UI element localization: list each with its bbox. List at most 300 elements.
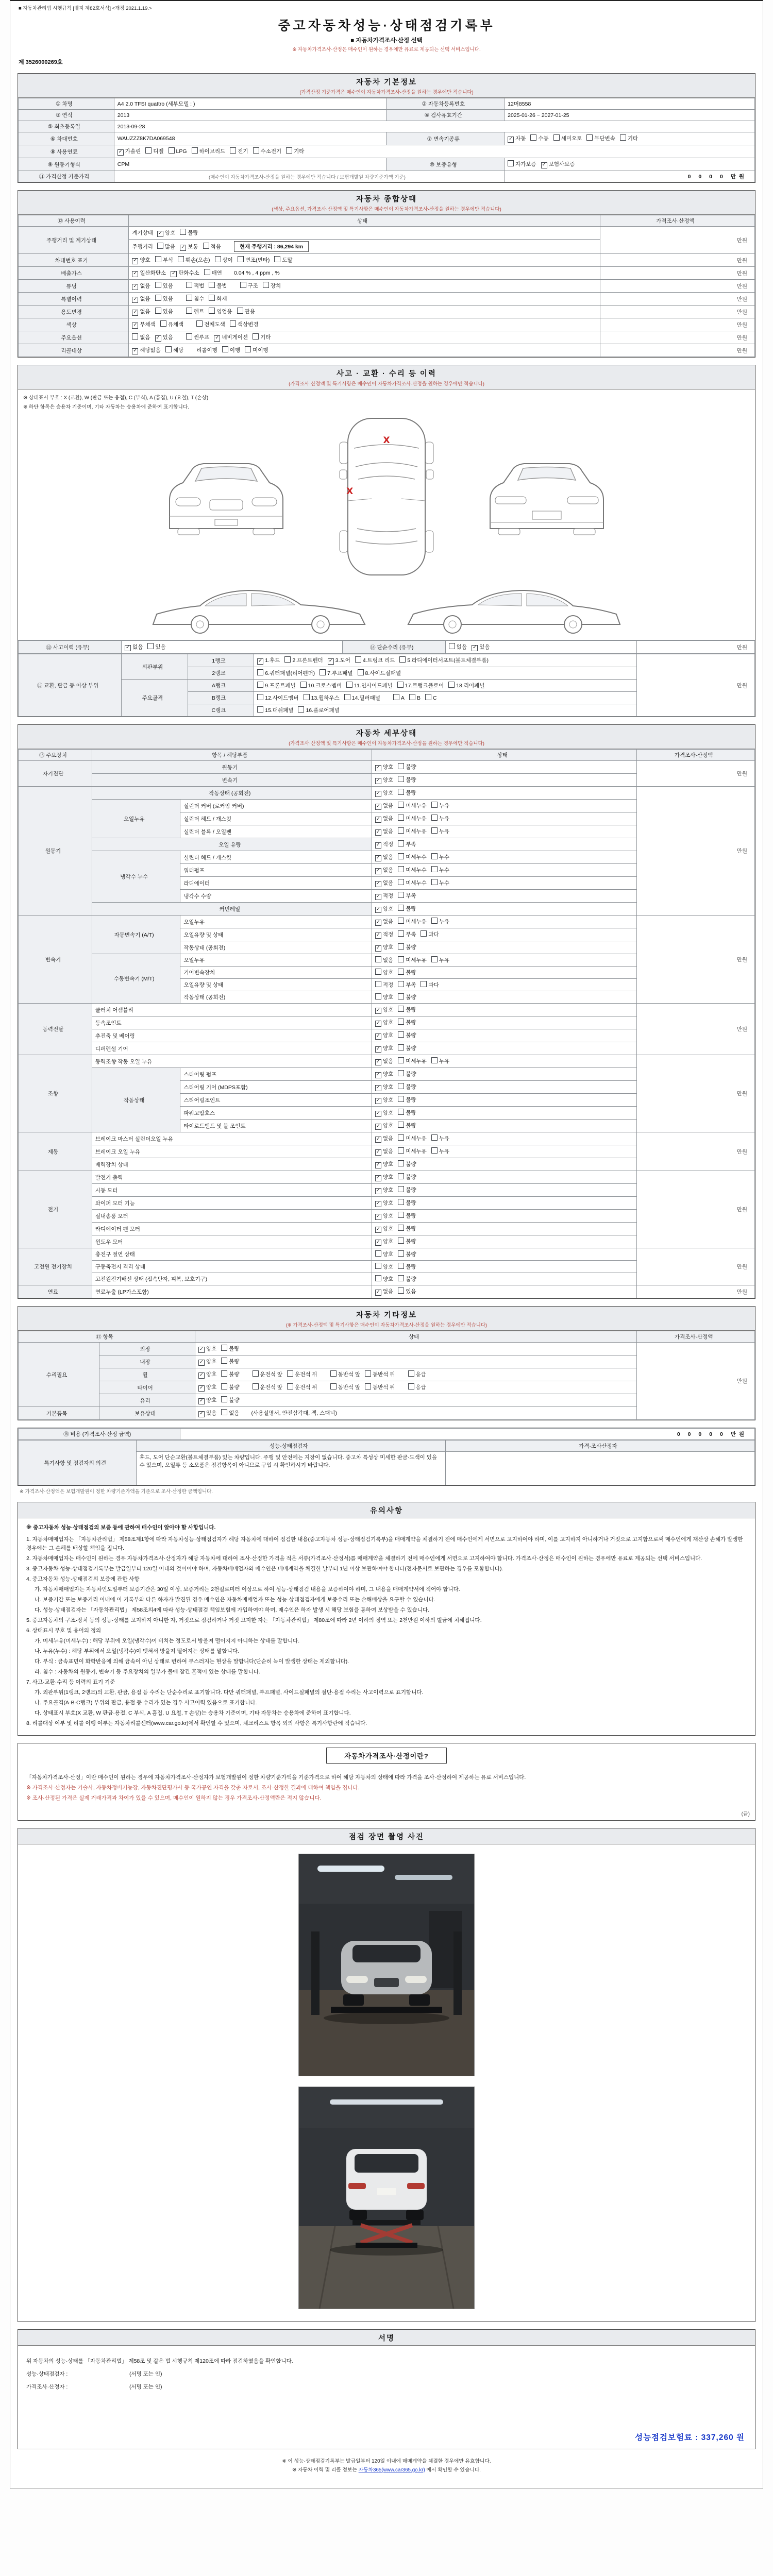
checkbox-option[interactable] — [257, 656, 280, 665]
checkbox[interactable] — [472, 645, 478, 651]
checkbox-option[interactable] — [237, 308, 255, 315]
checkbox[interactable] — [375, 842, 381, 849]
checkbox[interactable] — [355, 656, 361, 663]
checkbox-option[interactable] — [375, 1225, 393, 1233]
checkbox-option[interactable] — [221, 1370, 239, 1378]
checkbox[interactable] — [398, 1212, 404, 1218]
checkbox[interactable] — [375, 1008, 381, 1014]
checkbox[interactable] — [398, 802, 404, 808]
checkbox[interactable] — [375, 1137, 381, 1143]
checkbox[interactable] — [180, 245, 186, 251]
checkbox-option[interactable] — [375, 1096, 393, 1104]
checkbox[interactable] — [541, 162, 547, 168]
checkbox-option[interactable] — [375, 1031, 393, 1040]
checkbox-option[interactable] — [398, 1057, 427, 1065]
checkbox[interactable] — [198, 1385, 205, 1392]
checkbox[interactable] — [398, 956, 404, 962]
checkbox[interactable] — [398, 1238, 404, 1244]
checkbox[interactable] — [155, 295, 161, 301]
checkbox-option[interactable] — [145, 147, 163, 155]
checkbox-option[interactable] — [230, 147, 248, 155]
checkbox-option[interactable] — [375, 763, 393, 771]
checkbox[interactable] — [375, 1059, 381, 1065]
checkbox-option[interactable] — [431, 853, 449, 861]
checkbox[interactable] — [553, 134, 560, 141]
checkbox[interactable] — [171, 271, 177, 277]
checkbox-option[interactable] — [375, 1109, 393, 1117]
checkbox[interactable] — [198, 1398, 205, 1404]
checkbox-option[interactable] — [375, 827, 393, 836]
checkbox-option[interactable] — [132, 320, 155, 329]
checkbox[interactable] — [155, 335, 161, 342]
checkbox[interactable] — [245, 346, 251, 352]
checkbox[interactable] — [431, 1134, 438, 1141]
checkbox-option[interactable] — [398, 1173, 416, 1181]
checkbox[interactable] — [375, 817, 381, 823]
checkbox-option[interactable] — [155, 282, 173, 290]
checkbox-option[interactable] — [155, 308, 173, 315]
checkbox[interactable] — [304, 694, 310, 700]
checkbox-option[interactable] — [586, 134, 615, 142]
checkbox-option[interactable] — [375, 1160, 393, 1168]
checkbox[interactable] — [240, 282, 246, 288]
checkbox[interactable] — [132, 310, 138, 316]
checkbox-option[interactable] — [398, 1070, 416, 1078]
checkbox[interactable] — [409, 694, 415, 700]
checkbox-option[interactable] — [375, 969, 393, 976]
checkbox-option[interactable] — [398, 815, 427, 822]
checkbox[interactable] — [375, 1188, 381, 1194]
checkbox-option[interactable] — [253, 1370, 283, 1378]
checkbox[interactable] — [375, 1124, 381, 1130]
checkbox[interactable] — [180, 229, 186, 235]
checkbox[interactable] — [221, 1409, 227, 1415]
checkbox-option[interactable] — [375, 1173, 393, 1181]
checkbox-option[interactable] — [286, 147, 304, 155]
checkbox[interactable] — [398, 840, 404, 846]
checkbox-option[interactable] — [398, 918, 427, 925]
checkbox-option[interactable] — [398, 789, 416, 796]
checkbox-option[interactable] — [304, 694, 340, 702]
checkbox[interactable] — [132, 348, 138, 354]
checkbox[interactable] — [186, 295, 192, 301]
checkbox[interactable] — [375, 894, 381, 900]
checkbox-option[interactable] — [198, 1370, 216, 1379]
checkbox-option[interactable] — [192, 147, 226, 155]
checkbox-option[interactable] — [328, 656, 350, 665]
checkbox-option[interactable] — [398, 802, 427, 809]
checkbox[interactable] — [375, 1201, 381, 1207]
checkbox-option[interactable] — [398, 776, 416, 784]
checkbox-option[interactable] — [375, 802, 393, 810]
checkbox-option[interactable] — [431, 1057, 449, 1065]
checkbox-option[interactable] — [448, 682, 484, 689]
checkbox[interactable] — [398, 776, 404, 782]
checkbox[interactable] — [375, 804, 381, 810]
checkbox[interactable] — [198, 1347, 205, 1353]
checkbox-option[interactable] — [257, 682, 295, 689]
checkbox-option[interactable] — [157, 229, 175, 237]
checkbox[interactable] — [393, 694, 399, 700]
checkbox[interactable] — [203, 243, 209, 249]
checkbox[interactable] — [186, 282, 192, 288]
checkbox[interactable] — [132, 323, 138, 329]
checkbox-option[interactable] — [155, 295, 173, 302]
checkbox[interactable] — [375, 1240, 381, 1246]
checkbox[interactable] — [198, 1372, 205, 1379]
checkbox-option[interactable] — [398, 1199, 416, 1207]
checkbox[interactable] — [257, 669, 263, 675]
checkbox-option[interactable] — [245, 346, 268, 354]
checkbox[interactable] — [530, 134, 536, 141]
checkbox-option[interactable] — [358, 669, 401, 677]
checkbox[interactable] — [375, 829, 381, 836]
checkbox-option[interactable] — [186, 333, 209, 341]
checkbox-option[interactable] — [375, 993, 393, 1001]
checkbox-option[interactable] — [375, 1238, 393, 1246]
checkbox-option[interactable] — [198, 1345, 216, 1353]
checkbox-option[interactable] — [215, 256, 233, 264]
checkbox-option[interactable] — [541, 160, 575, 168]
checkbox-option[interactable] — [117, 147, 141, 156]
checkbox[interactable] — [160, 320, 166, 327]
checkbox[interactable] — [398, 1275, 404, 1281]
checkbox-option[interactable] — [375, 1199, 393, 1207]
checkbox[interactable] — [365, 1370, 371, 1377]
checkbox[interactable] — [284, 656, 291, 663]
checkbox[interactable] — [398, 918, 404, 924]
checkbox-option[interactable] — [530, 134, 548, 142]
checkbox-option[interactable] — [408, 1383, 426, 1391]
checkbox-option[interactable] — [398, 1096, 416, 1104]
checkbox-option[interactable] — [398, 1006, 416, 1013]
checkbox[interactable] — [586, 134, 593, 141]
checkbox[interactable] — [221, 1370, 227, 1377]
checkbox-option[interactable] — [204, 269, 222, 277]
checkbox[interactable] — [375, 1275, 381, 1281]
checkbox-option[interactable] — [375, 840, 393, 849]
checkbox-option[interactable] — [186, 282, 204, 290]
checkbox-option[interactable] — [263, 282, 281, 290]
checkbox-option[interactable] — [253, 333, 271, 341]
checkbox[interactable] — [398, 1044, 404, 1050]
checkbox-option[interactable] — [221, 1383, 239, 1391]
checkbox-option[interactable] — [431, 879, 449, 887]
checkbox-option[interactable] — [398, 1019, 416, 1026]
checkbox-option[interactable] — [155, 333, 173, 342]
checkbox[interactable] — [375, 956, 381, 962]
checkbox[interactable] — [165, 346, 172, 352]
checkbox-option[interactable] — [132, 295, 150, 303]
checkbox-option[interactable] — [257, 706, 293, 714]
checkbox[interactable] — [346, 682, 352, 688]
checkbox-option[interactable] — [398, 1263, 416, 1270]
checkbox[interactable] — [132, 258, 138, 264]
checkbox[interactable] — [375, 1033, 381, 1040]
checkbox-option[interactable] — [398, 1134, 427, 1142]
checkbox-option[interactable] — [472, 643, 490, 651]
checkbox-option[interactable] — [398, 1031, 416, 1039]
checkbox[interactable] — [375, 1072, 381, 1078]
checkbox-option[interactable] — [375, 1275, 393, 1283]
checkbox[interactable] — [155, 308, 161, 314]
checkbox-option[interactable] — [398, 1122, 416, 1129]
checkbox-option[interactable] — [399, 656, 489, 664]
checkbox-option[interactable] — [330, 1383, 361, 1391]
checkbox[interactable] — [431, 879, 438, 885]
checkbox-option[interactable] — [320, 669, 352, 677]
checkbox[interactable] — [375, 778, 381, 784]
checkbox-option[interactable] — [209, 308, 232, 315]
checkbox-option[interactable] — [398, 879, 427, 887]
checkbox[interactable] — [431, 802, 438, 808]
checkbox[interactable] — [375, 881, 381, 887]
checkbox-option[interactable] — [398, 943, 416, 951]
checkbox[interactable] — [330, 1383, 337, 1389]
checkbox-option[interactable] — [398, 1147, 427, 1155]
checkbox[interactable] — [132, 284, 138, 290]
checkbox-option[interactable] — [375, 892, 393, 900]
checkbox[interactable] — [431, 853, 438, 859]
checkbox[interactable] — [398, 905, 404, 911]
checkbox-option[interactable] — [409, 694, 421, 701]
checkbox[interactable] — [286, 147, 292, 154]
checkbox-option[interactable] — [421, 981, 439, 989]
checkbox[interactable] — [196, 320, 203, 327]
checkbox-option[interactable] — [398, 930, 416, 938]
checkbox[interactable] — [398, 930, 404, 937]
checkbox-option[interactable] — [375, 1250, 393, 1258]
checkbox[interactable] — [132, 297, 138, 303]
checkbox[interactable] — [198, 1411, 205, 1417]
checkbox-option[interactable] — [431, 802, 449, 809]
checkbox[interactable] — [300, 682, 307, 688]
checkbox-option[interactable] — [398, 905, 416, 912]
checkbox-option[interactable] — [132, 282, 150, 290]
checkbox[interactable] — [375, 1046, 381, 1053]
checkbox[interactable] — [132, 271, 138, 277]
checkbox-option[interactable] — [375, 1186, 393, 1194]
checkbox-option[interactable] — [222, 346, 240, 354]
checkbox[interactable] — [399, 656, 406, 663]
checkbox[interactable] — [431, 1057, 438, 1063]
checkbox-option[interactable] — [186, 308, 204, 315]
checkbox[interactable] — [375, 920, 381, 926]
checkbox-option[interactable] — [431, 866, 449, 874]
checkbox-option[interactable] — [398, 1083, 416, 1091]
checkbox[interactable] — [398, 1122, 404, 1128]
checkbox[interactable] — [375, 765, 381, 771]
checkbox[interactable] — [132, 333, 138, 340]
checkbox-option[interactable] — [398, 981, 416, 989]
checkbox[interactable] — [375, 1290, 381, 1296]
checkbox[interactable] — [375, 1162, 381, 1168]
checkbox-option[interactable] — [180, 243, 198, 251]
checkbox-option[interactable] — [287, 1383, 317, 1391]
checkbox-option[interactable] — [125, 643, 143, 651]
checkbox-option[interactable] — [375, 1212, 393, 1220]
checkbox[interactable] — [221, 1345, 227, 1351]
car365-link[interactable]: 자동차365(www.car365.go.kr) — [358, 2467, 425, 2473]
checkbox[interactable] — [375, 868, 381, 874]
checkbox[interactable] — [398, 1173, 404, 1179]
checkbox-option[interactable] — [375, 1147, 393, 1156]
checkbox[interactable] — [448, 682, 455, 688]
checkbox-option[interactable] — [398, 1160, 416, 1168]
checkbox[interactable] — [125, 645, 131, 651]
checkbox[interactable] — [157, 231, 163, 237]
checkbox-option[interactable] — [132, 346, 161, 354]
checkbox-option[interactable] — [257, 669, 315, 677]
checkbox-option[interactable] — [365, 1383, 395, 1391]
checkbox-option[interactable] — [300, 682, 342, 689]
checkbox[interactable] — [375, 1263, 381, 1269]
checkbox[interactable] — [253, 147, 259, 154]
checkbox[interactable] — [398, 1031, 404, 1038]
checkbox[interactable] — [230, 320, 236, 327]
checkbox[interactable] — [330, 1370, 337, 1377]
checkbox[interactable] — [398, 1160, 404, 1166]
checkbox-option[interactable] — [221, 1345, 239, 1352]
checkbox-option[interactable] — [209, 282, 227, 290]
checkbox[interactable] — [398, 1186, 404, 1192]
checkbox[interactable] — [398, 981, 404, 987]
checkbox-option[interactable] — [431, 956, 449, 964]
checkbox[interactable] — [431, 815, 438, 821]
checkbox[interactable] — [431, 918, 438, 924]
checkbox-option[interactable] — [375, 1134, 393, 1143]
checkbox-option[interactable] — [397, 682, 444, 689]
checkbox-option[interactable] — [221, 1396, 239, 1404]
checkbox-option[interactable] — [421, 930, 439, 938]
checkbox-option[interactable] — [375, 866, 393, 874]
checkbox[interactable] — [508, 137, 514, 143]
checkbox[interactable] — [209, 308, 215, 314]
checkbox-option[interactable] — [398, 827, 427, 835]
checkbox-option[interactable] — [198, 1409, 216, 1417]
checkbox[interactable] — [398, 1287, 404, 1294]
checkbox[interactable] — [155, 256, 161, 262]
checkbox-option[interactable] — [431, 1147, 449, 1155]
checkbox[interactable] — [431, 1147, 438, 1154]
checkbox-option[interactable] — [398, 1044, 416, 1052]
checkbox[interactable] — [237, 308, 243, 314]
checkbox-option[interactable] — [449, 643, 467, 651]
checkbox[interactable] — [287, 1383, 293, 1389]
checkbox-option[interactable] — [375, 815, 393, 823]
checkbox[interactable] — [431, 956, 438, 962]
checkbox-option[interactable] — [230, 320, 259, 328]
checkbox-option[interactable] — [431, 1134, 449, 1142]
checkbox[interactable] — [145, 147, 152, 154]
checkbox-option[interactable] — [398, 1186, 416, 1194]
checkbox[interactable] — [221, 1358, 227, 1364]
checkbox[interactable] — [398, 1134, 404, 1141]
checkbox-option[interactable] — [180, 229, 198, 236]
checkbox[interactable] — [257, 658, 263, 665]
checkbox-option[interactable] — [375, 918, 393, 926]
checkbox[interactable] — [398, 993, 404, 999]
checkbox-option[interactable] — [375, 905, 393, 913]
checkbox[interactable] — [375, 1214, 381, 1220]
checkbox-option[interactable] — [398, 853, 427, 861]
checkbox[interactable] — [198, 1360, 205, 1366]
checkbox-option[interactable] — [365, 1370, 395, 1378]
checkbox-option[interactable] — [375, 879, 393, 887]
checkbox-option[interactable] — [398, 763, 416, 771]
checkbox-option[interactable] — [398, 1287, 416, 1295]
checkbox[interactable] — [398, 1147, 404, 1154]
checkbox[interactable] — [147, 643, 154, 649]
checkbox[interactable] — [398, 1006, 404, 1012]
checkbox[interactable] — [620, 134, 626, 141]
checkbox[interactable] — [263, 282, 269, 288]
checkbox-option[interactable] — [198, 1396, 216, 1404]
checkbox[interactable] — [397, 682, 404, 688]
checkbox[interactable] — [328, 658, 334, 665]
checkbox[interactable] — [375, 1250, 381, 1257]
checkbox[interactable] — [365, 1383, 371, 1389]
checkbox-option[interactable] — [214, 333, 248, 342]
checkbox[interactable] — [398, 892, 404, 898]
checkbox[interactable] — [209, 282, 215, 288]
checkbox-option[interactable] — [398, 866, 427, 874]
checkbox[interactable] — [425, 694, 431, 700]
checkbox-option[interactable] — [398, 956, 427, 964]
checkbox-option[interactable] — [398, 969, 416, 976]
checkbox[interactable] — [117, 149, 124, 156]
checkbox-option[interactable] — [620, 134, 638, 142]
checkbox[interactable] — [221, 1396, 227, 1402]
checkbox-option[interactable] — [375, 1044, 393, 1053]
checkbox[interactable] — [253, 1370, 259, 1377]
checkbox[interactable] — [169, 147, 175, 154]
checkbox-option[interactable] — [257, 694, 298, 702]
checkbox[interactable] — [421, 930, 427, 937]
checkbox-option[interactable] — [375, 1070, 393, 1078]
checkbox-option[interactable] — [160, 320, 183, 328]
checkbox[interactable] — [257, 706, 263, 713]
checkbox[interactable] — [375, 1175, 381, 1181]
checkbox[interactable] — [192, 147, 198, 154]
checkbox[interactable] — [431, 866, 438, 872]
checkbox-option[interactable] — [508, 134, 526, 143]
checkbox[interactable] — [209, 295, 215, 301]
checkbox-option[interactable] — [431, 918, 449, 925]
checkbox[interactable] — [375, 981, 381, 987]
checkbox[interactable] — [253, 333, 259, 340]
checkbox[interactable] — [204, 269, 210, 275]
checkbox[interactable] — [398, 853, 404, 859]
checkbox[interactable] — [375, 1021, 381, 1027]
checkbox[interactable] — [408, 1370, 414, 1377]
checkbox-option[interactable] — [221, 1409, 239, 1417]
checkbox[interactable] — [375, 1098, 381, 1104]
checkbox[interactable] — [398, 866, 404, 872]
checkbox[interactable] — [298, 706, 304, 713]
checkbox-option[interactable] — [398, 1109, 416, 1116]
checkbox-option[interactable] — [344, 694, 380, 702]
checkbox-option[interactable] — [375, 1057, 393, 1065]
checkbox-option[interactable] — [186, 295, 204, 302]
checkbox[interactable] — [222, 346, 228, 352]
checkbox-option[interactable] — [375, 789, 393, 797]
checkbox[interactable] — [186, 308, 192, 314]
checkbox[interactable] — [375, 791, 381, 797]
checkbox-option[interactable] — [375, 943, 393, 952]
checkbox-option[interactable] — [346, 682, 393, 689]
checkbox-option[interactable] — [431, 815, 449, 822]
